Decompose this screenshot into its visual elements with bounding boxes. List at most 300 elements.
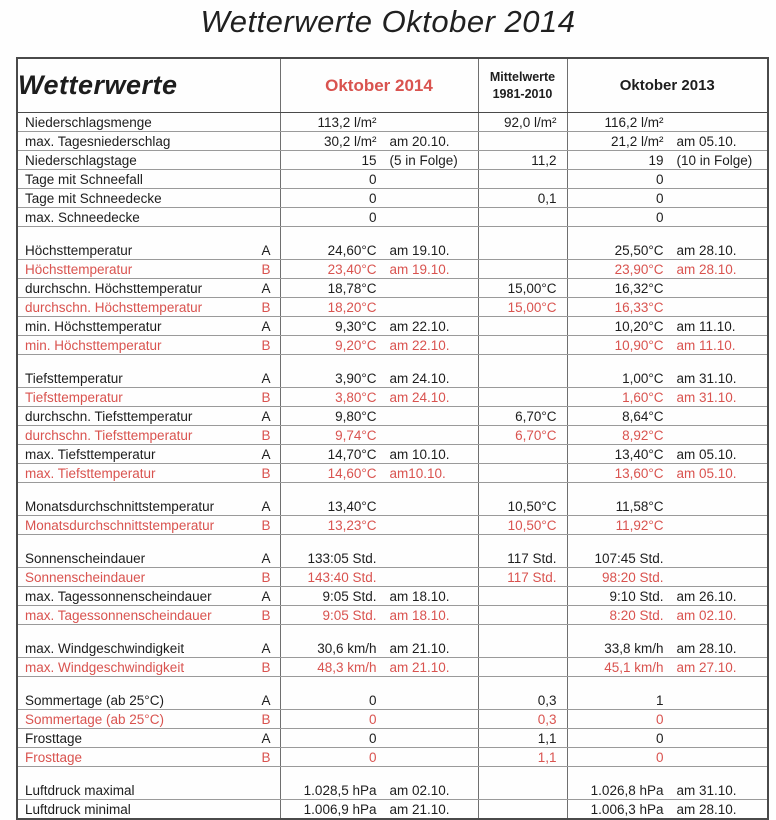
value-oktober-2014: 9,30°C [335, 318, 377, 334]
value-oktober-2014: 9:05 Std. [322, 607, 377, 623]
value-oktober-2013: 16,33°C [614, 299, 664, 315]
oktober-2013-cell [567, 464, 768, 483]
spacer-cell [280, 625, 478, 640]
value-oktober-2013: 10,90°C [614, 337, 664, 353]
label-cell-flex [18, 281, 280, 296]
label-cell-flex [18, 499, 280, 514]
value-oktober-2013: 11,58°C [615, 498, 664, 514]
value-oktober-2014: 23,40°C [327, 261, 377, 277]
label-cell-flex [18, 115, 280, 130]
spacer-cell [478, 483, 567, 498]
date-oktober-2013: am 28.10. [676, 640, 737, 656]
table-row [17, 426, 768, 445]
oktober-2013-cell [567, 549, 768, 568]
spacer-cell [478, 677, 567, 692]
date-oktober-2013: am 11.10. [676, 318, 736, 334]
series-letter: A [261, 588, 271, 604]
spacer-cell [280, 227, 478, 242]
date-oktober-2014: am 10.10. [389, 446, 450, 462]
value-oktober-2013: 0 [655, 171, 664, 187]
date-oktober-2014: am 21.10. [389, 659, 450, 675]
table-row [17, 800, 768, 820]
value-oktober-2014: 0 [368, 711, 377, 727]
mittelwerte-cell: 117 Std. [478, 568, 567, 587]
label-cell [17, 710, 280, 729]
table-row [17, 388, 768, 407]
row-label: durchschn. Höchsttemperatur [25, 299, 203, 315]
value-oktober-2013: 1,00°C [622, 370, 664, 386]
mittelwerte-cell [478, 445, 567, 464]
row-label: max. Windgeschwindigkeit [25, 659, 185, 675]
row-label: durchschn. Tiefsttemperatur [25, 408, 193, 424]
series-letter: A [261, 692, 271, 708]
row-label: Monatsdurchschnittstemperatur [25, 517, 215, 533]
mittelwerte-cell [478, 658, 567, 677]
date-oktober-2014: am 20.10. [389, 133, 450, 149]
label-cell [17, 568, 280, 587]
date-oktober-2014: am 19.10. [389, 242, 450, 258]
label-cell [17, 658, 280, 677]
value-oktober-2013: 13,40°C [614, 446, 664, 462]
row-label: Luftdruck maximal [25, 782, 135, 798]
date-oktober-2013: am 26.10. [676, 588, 737, 604]
value-oktober-2013: 0 [655, 749, 664, 765]
series-letter: B [261, 569, 271, 585]
label-cell-flex [18, 390, 280, 405]
oktober-2014-cell [280, 497, 478, 516]
series-letter: B [261, 427, 271, 443]
header-col-mittelwerte [478, 58, 567, 113]
value-oktober-2013: 11,92°C [615, 517, 664, 533]
value-oktober-2013: 107:45 Std. [594, 550, 664, 566]
value-oktober-2013: 23,90°C [614, 261, 664, 277]
date-oktober-2013: (10 in Folge) [676, 152, 753, 168]
row-label: Höchsttemperatur [25, 242, 133, 258]
label-cell-flex [18, 802, 280, 817]
row-label: Sonnenscheindauer [25, 550, 146, 566]
value-oktober-2014: 3,80°C [335, 389, 377, 405]
series-letter: B [261, 261, 271, 277]
spacer-cell [567, 227, 768, 242]
oktober-2013-cell [567, 260, 768, 279]
header-col-oktober-2014: Oktober 2014 [280, 58, 478, 113]
mittelwerte-cell: 6,70°C [478, 407, 567, 426]
label-cell [17, 800, 280, 820]
label-cell-flex [18, 518, 280, 533]
date-oktober-2013: am 05.10. [676, 446, 737, 462]
spacer-row [17, 355, 768, 370]
oktober-2014-cell [280, 781, 478, 800]
table-row [17, 691, 768, 710]
label-cell [17, 587, 280, 606]
oktober-2013-cell [567, 279, 768, 298]
mittelwerte-cell: 6,70°C [478, 426, 567, 445]
oktober-2013-cell [567, 132, 768, 151]
series-letter: B [261, 749, 271, 765]
header-col-wetterwerte: Wetterwerte [17, 58, 280, 113]
table-row [17, 516, 768, 535]
oktober-2014-cell [280, 658, 478, 677]
label-cell-flex [18, 134, 280, 149]
label-cell [17, 241, 280, 260]
value-oktober-2014: 13,40°C [327, 498, 377, 514]
mittelwerte-cell [478, 369, 567, 388]
table-row [17, 241, 768, 260]
series-letter: A [261, 446, 271, 462]
oktober-2014-cell [280, 151, 478, 170]
date-oktober-2013: am 28.10. [676, 261, 737, 277]
value-oktober-2014: 143:40 Std. [307, 569, 377, 585]
date-oktober-2013: am 05.10. [676, 133, 737, 149]
table-row [17, 317, 768, 336]
spacer-row [17, 677, 768, 692]
label-cell [17, 426, 280, 445]
label-cell-flex [18, 608, 280, 623]
oktober-2013-cell [567, 208, 768, 227]
oktober-2014-cell [280, 279, 478, 298]
date-oktober-2014: am 18.10. [389, 588, 450, 604]
mittelwerte-cell: 0,1 [478, 189, 567, 208]
label-cell [17, 132, 280, 151]
value-oktober-2014: 3,90°C [335, 370, 377, 386]
row-label: min. Höchsttemperatur [25, 318, 162, 334]
value-oktober-2013: 25,50°C [614, 242, 664, 258]
mittelwerte-cell: 0,3 [478, 691, 567, 710]
row-label: max. Tagessonnenscheindauer [25, 607, 212, 623]
mittelwerte-cell [478, 606, 567, 625]
date-oktober-2014: am 22.10. [389, 337, 450, 353]
oktober-2014-cell [280, 568, 478, 587]
spacer-cell [478, 535, 567, 550]
label-cell [17, 748, 280, 767]
oktober-2013-cell [567, 189, 768, 208]
table-row [17, 549, 768, 568]
value-oktober-2013: 8,64°C [622, 408, 664, 424]
row-label: Monatsdurchschnittstemperatur [25, 498, 215, 514]
label-cell-flex [18, 641, 280, 656]
table-row [17, 260, 768, 279]
row-label: max. Tiefsttemperatur [25, 446, 156, 462]
series-letter: B [261, 337, 271, 353]
label-cell [17, 407, 280, 426]
oktober-2014-cell [280, 260, 478, 279]
oktober-2013-cell [567, 317, 768, 336]
series-letter: A [261, 408, 271, 424]
oktober-2013-cell [567, 497, 768, 516]
table-row [17, 132, 768, 151]
series-letter: A [261, 730, 271, 746]
oktober-2013-cell [567, 113, 768, 132]
oktober-2013-cell [567, 781, 768, 800]
date-oktober-2013: am 05.10. [676, 465, 737, 481]
date-oktober-2014: am 18.10. [389, 607, 450, 623]
table-row [17, 208, 768, 227]
oktober-2013-cell [567, 658, 768, 677]
header-row [17, 58, 768, 113]
label-cell-flex [18, 262, 280, 277]
spacer-cell [17, 767, 280, 782]
spacer-cell [280, 767, 478, 782]
value-oktober-2014: 113,2 l/m² [317, 114, 377, 130]
spacer-row [17, 535, 768, 550]
date-oktober-2013: am 31.10. [676, 370, 737, 386]
spacer-cell [280, 483, 478, 498]
label-cell [17, 260, 280, 279]
row-label: Tage mit Schneedecke [25, 190, 162, 206]
oktober-2014-cell [280, 606, 478, 625]
value-oktober-2014: 1.028,5 hPa [303, 782, 377, 798]
value-oktober-2013: 1 [655, 692, 664, 708]
date-oktober-2014: am 19.10. [389, 261, 450, 277]
series-letter: B [261, 465, 271, 481]
oktober-2014-cell [280, 369, 478, 388]
label-cell [17, 170, 280, 189]
series-letter: B [261, 517, 271, 533]
oktober-2014-cell [280, 170, 478, 189]
date-oktober-2013: am 28.10. [676, 242, 737, 258]
value-oktober-2014: 9,74°C [335, 427, 377, 443]
oktober-2014-cell [280, 748, 478, 767]
row-label: max. Windgeschwindigkeit [25, 640, 185, 656]
table-row [17, 369, 768, 388]
oktober-2014-cell [280, 729, 478, 748]
series-letter: A [261, 498, 271, 514]
label-cell-flex [18, 428, 280, 443]
spacer-cell [17, 535, 280, 550]
table-row [17, 189, 768, 208]
row-label: max. Tagessonnenscheindauer [25, 588, 212, 604]
table-row [17, 587, 768, 606]
table-row [17, 729, 768, 748]
label-cell-flex [18, 210, 280, 225]
label-cell [17, 298, 280, 317]
value-oktober-2013: 9:10 Std. [609, 588, 664, 604]
oktober-2013-cell [567, 170, 768, 189]
date-oktober-2014: am 24.10. [389, 370, 450, 386]
value-oktober-2014: 30,6 km/h [317, 640, 377, 656]
oktober-2013-cell [567, 587, 768, 606]
label-cell [17, 549, 280, 568]
date-oktober-2014: (5 in Folge) [389, 152, 458, 168]
oktober-2014-cell [280, 208, 478, 227]
mittelwerte-cell [478, 260, 567, 279]
label-cell [17, 691, 280, 710]
mittelwerte-cell: 10,50°C [478, 497, 567, 516]
label-cell [17, 516, 280, 535]
date-oktober-2013: am 02.10. [676, 607, 737, 623]
mittelwerte-cell [478, 639, 567, 658]
row-label: Luftdruck minimal [25, 801, 131, 817]
value-oktober-2013: 16,32°C [614, 280, 664, 296]
value-oktober-2013: 0 [655, 711, 664, 727]
row-label: max. Tagesniederschlag [25, 133, 171, 149]
mittelwerte-cell [478, 208, 567, 227]
mittelwerte-cell [478, 132, 567, 151]
value-oktober-2014: 0 [368, 730, 377, 746]
label-cell [17, 317, 280, 336]
label-cell-flex [18, 409, 280, 424]
series-letter: A [261, 640, 271, 656]
oktober-2014-cell [280, 710, 478, 729]
mittelwerte-cell [478, 587, 567, 606]
mittelwerte-cell: 92,0 l/m² [478, 113, 567, 132]
row-label: min. Höchsttemperatur [25, 337, 162, 353]
label-cell-flex [18, 466, 280, 481]
label-cell [17, 113, 280, 132]
row-label: Niederschlagstage [25, 152, 137, 168]
oktober-2013-cell [567, 369, 768, 388]
spacer-row [17, 767, 768, 782]
label-cell-flex [18, 371, 280, 386]
table-row [17, 781, 768, 800]
label-cell [17, 497, 280, 516]
date-oktober-2013: am 11.10. [676, 337, 736, 353]
value-oktober-2013: 116,2 l/m² [604, 114, 664, 130]
label-cell [17, 208, 280, 227]
label-cell-flex [18, 783, 280, 798]
value-oktober-2014: 133:05 Std. [307, 550, 377, 566]
oktober-2013-cell [567, 426, 768, 445]
oktober-2013-cell [567, 407, 768, 426]
mittelwerte-cell [478, 781, 567, 800]
label-cell [17, 151, 280, 170]
spacer-cell [567, 483, 768, 498]
date-oktober-2013: am 27.10. [676, 659, 737, 675]
mittelwerte-cell [478, 388, 567, 407]
oktober-2014-cell [280, 336, 478, 355]
mittelwerte-cell [478, 317, 567, 336]
row-label: Sommertage (ab 25°C) [25, 692, 164, 708]
oktober-2014-cell [280, 516, 478, 535]
label-cell [17, 189, 280, 208]
weather-table [16, 57, 769, 820]
value-oktober-2013: 1.026,8 hPa [590, 782, 664, 798]
row-label: Frosttage [25, 749, 83, 765]
mittelwerte-cell: 117 Std. [478, 549, 567, 568]
date-oktober-2013: am 28.10. [676, 801, 737, 817]
row-label: durchschn. Höchsttemperatur [25, 280, 203, 296]
value-oktober-2013: 0 [655, 730, 664, 746]
date-oktober-2014: am10.10. [389, 465, 446, 481]
value-oktober-2013: 10,20°C [614, 318, 664, 334]
series-letter: B [261, 607, 271, 623]
value-oktober-2013: 8:20 Std. [609, 607, 664, 623]
date-oktober-2014: am 24.10. [389, 389, 450, 405]
oktober-2013-cell [567, 710, 768, 729]
series-letter: B [261, 659, 271, 675]
table-row [17, 170, 768, 189]
oktober-2014-cell [280, 388, 478, 407]
row-label: max. Tiefsttemperatur [25, 465, 156, 481]
spacer-cell [567, 625, 768, 640]
spacer-cell [478, 625, 567, 640]
spacer-row [17, 483, 768, 498]
table-row [17, 497, 768, 516]
value-oktober-2014: 48,3 km/h [317, 659, 377, 675]
label-cell-flex [18, 338, 280, 353]
oktober-2013-cell [567, 151, 768, 170]
oktober-2014-cell [280, 407, 478, 426]
label-cell-flex [18, 243, 280, 258]
label-cell-flex [18, 750, 280, 765]
spacer-cell [567, 355, 768, 370]
label-cell [17, 639, 280, 658]
value-oktober-2014: 14,60°C [327, 465, 377, 481]
value-oktober-2013: 33,8 km/h [604, 640, 664, 656]
value-oktober-2014: 0 [368, 190, 377, 206]
oktober-2014-cell [280, 587, 478, 606]
oktober-2013-cell [567, 336, 768, 355]
date-oktober-2014: am 21.10. [389, 640, 450, 656]
weather-table-body [17, 113, 768, 820]
value-oktober-2013: 8,92°C [622, 427, 664, 443]
spacer-cell [17, 355, 280, 370]
label-cell [17, 279, 280, 298]
header-col-oktober-2013: Oktober 2013 [567, 58, 768, 113]
spacer-cell [478, 227, 567, 242]
oktober-2013-cell [567, 691, 768, 710]
value-oktober-2014: 14,70°C [327, 446, 377, 462]
value-oktober-2013: 1.006,3 hPa [590, 801, 664, 817]
oktober-2014-cell [280, 464, 478, 483]
spacer-cell [17, 483, 280, 498]
spacer-cell [280, 677, 478, 692]
oktober-2014-cell [280, 445, 478, 464]
value-oktober-2014: 1.006,9 hPa [303, 801, 377, 817]
label-cell-flex [18, 447, 280, 462]
mittelwerte-cell [478, 241, 567, 260]
row-label: Höchsttemperatur [25, 261, 133, 277]
date-oktober-2014: am 02.10. [389, 782, 450, 798]
oktober-2013-cell [567, 568, 768, 587]
label-cell-flex [18, 300, 280, 315]
mittelwerte-cell [478, 336, 567, 355]
date-oktober-2013: am 31.10. [676, 782, 737, 798]
series-letter: B [261, 299, 271, 315]
series-letter: A [261, 370, 271, 386]
label-cell-flex [18, 660, 280, 675]
table-row [17, 710, 768, 729]
row-label: durchschn. Tiefsttemperatur [25, 427, 193, 443]
value-oktober-2013: 0 [655, 190, 664, 206]
label-cell [17, 464, 280, 483]
oktober-2014-cell [280, 639, 478, 658]
value-oktober-2014: 0 [368, 749, 377, 765]
oktober-2014-cell [280, 241, 478, 260]
oktober-2013-cell [567, 516, 768, 535]
spacer-cell [478, 355, 567, 370]
oktober-2013-cell [567, 445, 768, 464]
value-oktober-2013: 0 [655, 209, 664, 225]
table-row [17, 748, 768, 767]
value-oktober-2014: 24,60°C [327, 242, 377, 258]
mittelwerte-cell: 10,50°C [478, 516, 567, 535]
table-row [17, 298, 768, 317]
mittelwerte-cell [478, 800, 567, 820]
value-oktober-2014: 13,23°C [327, 517, 377, 533]
table-row [17, 445, 768, 464]
label-cell [17, 606, 280, 625]
date-oktober-2014: am 22.10. [389, 318, 450, 334]
row-label: Frosttage [25, 730, 83, 746]
value-oktober-2014: 30,2 l/m² [323, 133, 377, 149]
table-row [17, 336, 768, 355]
row-label: Tiefsttemperatur [25, 389, 123, 405]
row-label: Tage mit Schneefall [25, 171, 143, 187]
table-row [17, 464, 768, 483]
row-label: max. Schneedecke [25, 209, 140, 225]
spacer-cell [567, 535, 768, 550]
